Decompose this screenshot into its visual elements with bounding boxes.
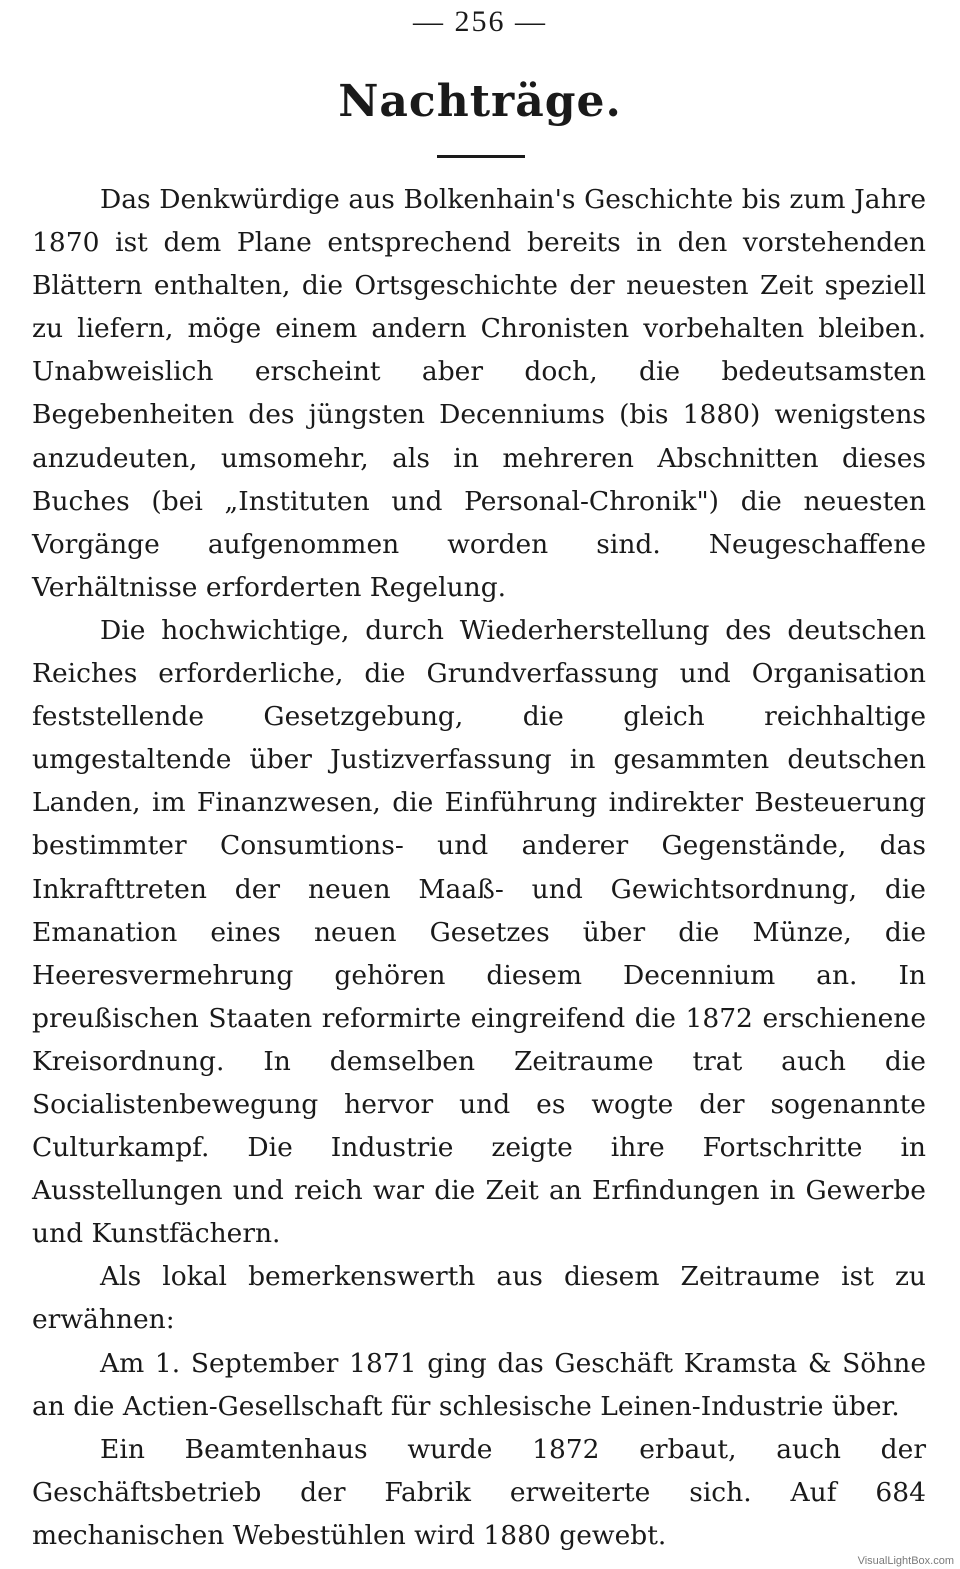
page-number: — 256 — bbox=[413, 5, 547, 38]
heading-divider bbox=[437, 155, 525, 158]
paragraph-intro: Das Denkwürdige aus Bolkenhain's Geschichte bis zum Jahre 1870 ist dem Plane entsprechend bereits in den vorstehenden Blättern enthalten, die Ortsgeschichte der neuesten Zeit speziell zu liefern, möge einem andern Chronisten vorbehalten bleiben. Unabweislich erscheint aber doch, die bedeutsamsten Begebenheiten des jüngsten Decenniums (bis 1880) wenigstens anzudeuten, umsomehr, als in mehreren Abschnitten dieses Buches (bei „Instituten und Personal-Chronik") die neuesten Vorgänge aufgenommen worden sind. Neugeschaffene Verhältnisse erforderten Regelung. bbox=[32, 184, 926, 603]
paragraph-legislation: Die hochwichtige, durch Wiederherstellung des deutschen Reiches erforderliche, die Grundverfassung und Organisation feststellende Gesetzgebung, die gleich reichhaltige umgestaltende über Justizverfassung in gesammten deutschen Landen, im Finanzwesen, die Einführung indirekter Besteuerung bestimmter Consumtions- und anderer Gegenstände, das Inkrafttreten der neuen Maaß- und Gewichtsordnung, die Emanation eines neuen Gesetzes über die Münze, die Heeresvermehrung gehören diesem Decennium an. In preußischen Staaten reformirte eingreifend die 1872 erschienene Kreisordnung. In demselben Zeitraume trat auch die Socialistenbewegung hervor und es wogte der sogenannte Culturkampf. Die Industrie zeigte ihre Fortschritte in Ausstellungen und reich war die Zeit an Erfindungen in Gewerbe und Kunstfächern. bbox=[32, 614, 926, 1250]
paragraph-beamtenhaus: Ein Beamtenhaus wurde 1872 erbaut, auch der Geschäftsbetrieb der Fabrik erweiterte sich. Auf 684 mechanischen Webestühlen wird 1880 gewebt. bbox=[32, 1433, 926, 1551]
body-text bbox=[32, 178, 926, 1557]
paragraph-kramsta: Am 1. September 1871 ging das Geschäft Kramsta & Söhne an die Actien-Gesellschaft für schlesische Leinen-Industrie über. bbox=[32, 1347, 926, 1422]
page-heading: Nachträge. bbox=[338, 76, 622, 127]
paragraph-local-notes: Als lokal bemerkenswerth aus diesem Zeitraume ist zu erwähnen: bbox=[32, 1261, 926, 1336]
watermark-text: VisualLightBox.com bbox=[857, 1555, 954, 1567]
